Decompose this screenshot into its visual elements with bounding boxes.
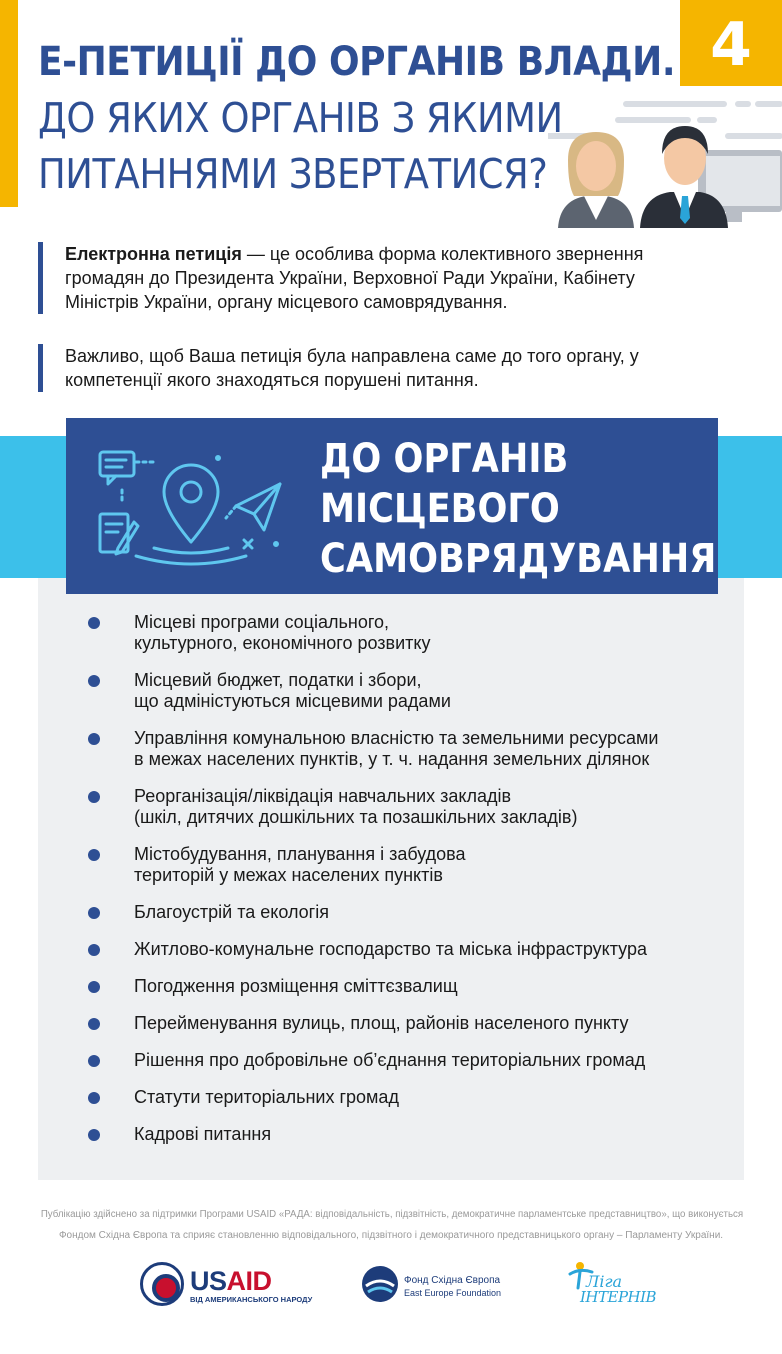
footer-note-line-1: Публікацію здійснено за підтримки Програми USAID «РАДА: відповідальність, підзвітність, демократичне парламентське представництво», що виконується	[40, 1209, 744, 1220]
list-item	[86, 1087, 736, 1108]
list-item	[86, 612, 736, 654]
usaid-wordmark: USAID	[190, 1266, 272, 1296]
people-illustration	[548, 96, 782, 228]
intro-definition	[38, 242, 698, 314]
list-item-line: Місцеві програми соціального,	[134, 612, 390, 632]
list-item	[86, 1124, 736, 1145]
list-item-line: що адміністуються місцевими радами	[134, 691, 451, 711]
list-item-line: Статути територіальних громад	[134, 1087, 399, 1107]
list-item-line: Благоустрій та екологія	[134, 902, 329, 922]
competence-list	[86, 612, 736, 1145]
title-line-1: Е-ПЕТИЦІЇ ДО ОРГАНІВ ВЛАДИ.	[38, 39, 676, 85]
page-number-badge: 4	[680, 0, 782, 86]
east-europe-foundation-logo	[360, 1262, 510, 1308]
list-item-line: Кадрові питання	[134, 1124, 272, 1144]
list-item-line: Рішення про добровільне об’єднання територіальних громад	[134, 1050, 646, 1070]
intro-term: Електронна петиція	[65, 244, 242, 264]
list-item	[86, 670, 736, 712]
document-pen-icon	[100, 514, 138, 554]
title-line-3: ПИТАННЯМИ ЗВЕРТАТИСЯ?	[38, 150, 548, 198]
intro-note-text: Важливо, щоб Ваша петиція була направлена саме до того органу, у компетенції якого знаходяться порушені питання.	[65, 346, 639, 390]
section-heading-line-3: САМОВРЯДУВАННЯ	[320, 536, 717, 582]
footer-note	[30, 1204, 752, 1246]
eef-name-en: East Europe Foundation	[404, 1288, 502, 1298]
list-item-line: культурного, економічного розвитку	[134, 633, 431, 653]
list-item-line: Житлово-комунальне господарство та міська інфраструктура	[134, 939, 647, 959]
usaid-tagline: ВІД АМЕРИКАНСЬКОГО НАРОДУ	[190, 1295, 313, 1304]
title-line-2: ДО ЯКИХ ОРГАНІВ З ЯКИМИ	[38, 94, 563, 142]
list-item	[86, 728, 736, 770]
usaid-logo	[140, 1262, 313, 1310]
list-item-line: Містобудування, планування і забудова	[134, 844, 466, 864]
list-item	[86, 786, 736, 828]
list-item	[86, 844, 736, 886]
section-header	[66, 418, 718, 594]
list-item-line: Реорганізація/ліквідація навчальних закладів	[134, 786, 512, 806]
eef-name-ua: Фонд Східна Європа	[404, 1275, 501, 1286]
location-pin-icon	[96, 444, 286, 566]
intro-note	[38, 344, 698, 392]
intro-definition-text: — це особлива форма колективного звернення громадян до Президента України, Верховної Ради України, Кабінету Міністрів України, органу місцевого самоврядування.	[65, 244, 644, 312]
list-item	[86, 902, 736, 923]
paper-plane-icon	[226, 484, 280, 530]
eef-mark-icon	[360, 1264, 400, 1304]
liga-interniv-logo	[566, 1260, 657, 1310]
list-item-line: Місцевий бюджет, податки і збори,	[134, 670, 422, 690]
list-item	[86, 976, 736, 997]
list-item-line: Погодження розміщення сміттєзвалищ	[134, 976, 458, 996]
list-item-line: територій у межах населених пунктів	[134, 865, 443, 885]
left-accent-bar	[0, 0, 18, 207]
footer-note-line-2: Фондом Східна Європа та сприяє становленню відповідального, підзвітного і демократичного представницького органу – Парламенту України.	[58, 1230, 724, 1241]
list-item	[86, 939, 736, 960]
list-item-line: Управління комунальною власністю та земельними ресурсами	[134, 728, 659, 748]
section-heading	[320, 434, 717, 584]
list-item-line: в межах населених пунктів, у т. ч. надання земельних ділянок	[134, 749, 650, 769]
list-item-line: (шкіл, дитячих дошкільних та позашкільних закладів)	[134, 807, 578, 827]
liga-word-2: ІНТЕРНІВ	[580, 1288, 657, 1306]
section-heading-line-2: МІСЦЕВОГО	[320, 486, 560, 532]
usaid-seal-icon	[140, 1262, 184, 1306]
liga-word-1: Ліга	[586, 1272, 623, 1291]
list-item-line: Перейменування вулиць, площ, районів населеного пункту	[134, 1013, 629, 1033]
list-item	[86, 1013, 736, 1034]
list-item	[86, 1050, 736, 1071]
chat-icon	[100, 452, 134, 484]
section-heading-line-1: ДО ОРГАНІВ	[320, 436, 569, 482]
